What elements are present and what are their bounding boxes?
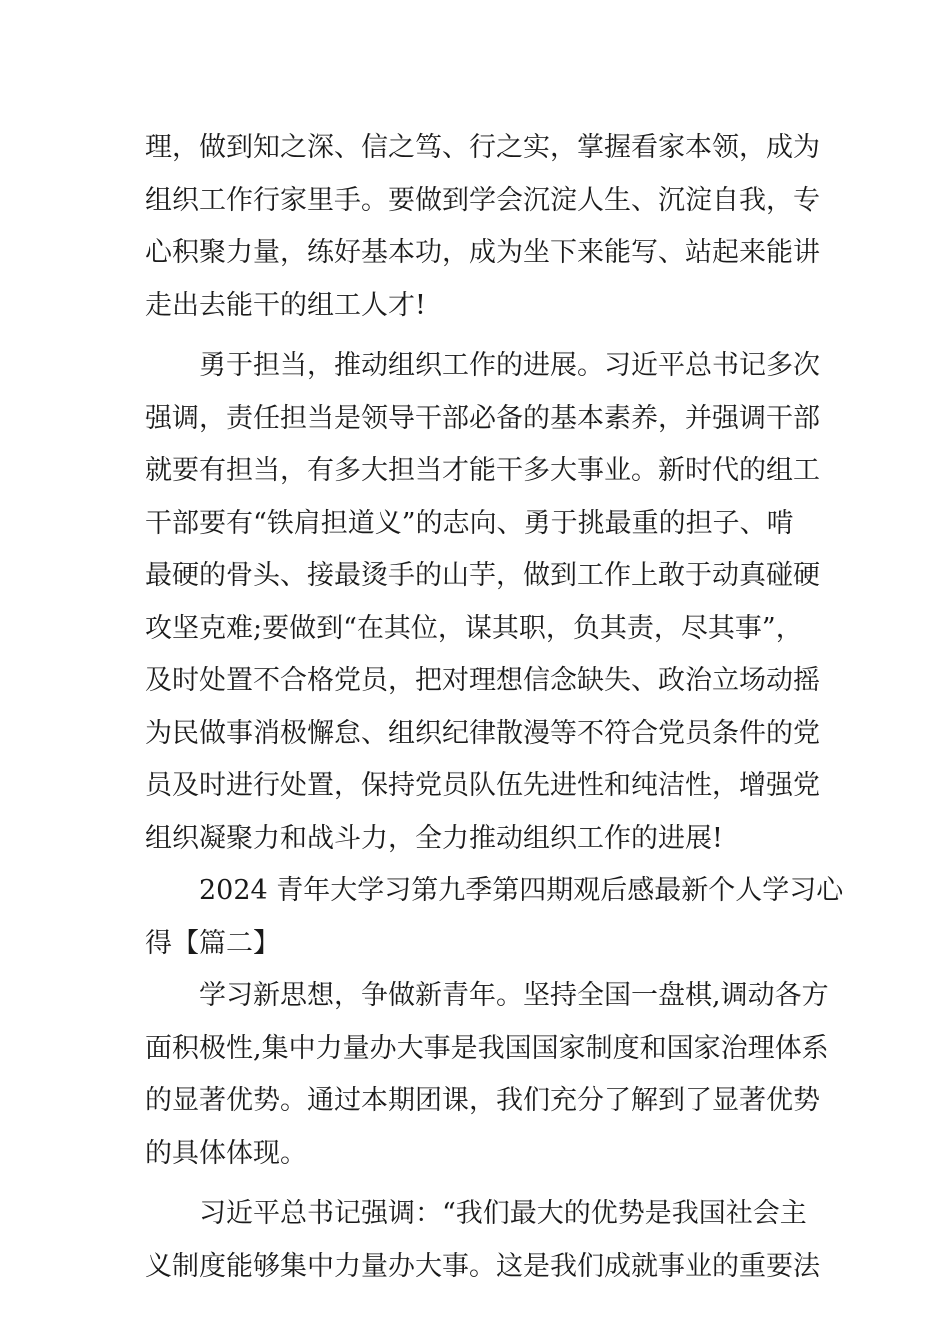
text-line: 组织凝聚力和战斗力，全力推动组织工作的进展!	[145, 822, 723, 854]
text-line: 干部要有“铁肩担道义”的志向、勇于挑最重的担子、啃	[145, 507, 794, 539]
text-line: 的具体体现。	[145, 1137, 307, 1169]
paragraph	[145, 340, 820, 865]
text-line: 心积聚力量，练好基本功，成为坐下来能写、站起来能讲	[145, 237, 820, 268]
text-line: 面积极性,集中力量办大事是我国国家制度和国家治理体系	[145, 1032, 829, 1064]
text-line: 攻坚克难;要做到“在其位，谋其职，负其责，尽其事”，	[145, 612, 803, 644]
paragraph	[145, 1188, 820, 1293]
text-line: 为民做事消极懈怠、组织纪律散漫等不符合党员条件的党	[145, 717, 820, 749]
paragraph	[145, 122, 820, 332]
paragraph-gap	[145, 332, 810, 340]
paragraph-gap	[145, 1180, 810, 1188]
text-line: 员及时进行处置，保持党员队伍先进性和纯洁性，增强党	[145, 770, 820, 801]
paragraph	[145, 970, 829, 1180]
text-line: 的显著优势。通过本期团课，我们充分了解到了显著优势	[145, 1085, 820, 1116]
text-line: 勇于担当，推动组织工作的进展。习近平总书记多次	[199, 350, 820, 381]
text-line: 理，做到知之深、信之笃、行之实，掌握看家本领，成为	[145, 132, 820, 163]
text-line: 就要有担当，有多大担当才能干多大事业。新时代的组工	[145, 455, 820, 486]
text-line: 2024 青年大学习第九季第四期观后感最新个人学习心	[199, 875, 844, 906]
text-line: 强调，责任担当是领导干部必备的基本素养，并强调干部	[145, 402, 820, 434]
text-line: 义制度能够集中力量办大事。这是我们成就事业的重要法	[145, 1250, 820, 1282]
text-line: 组织工作行家里手。要做到学会沉淀人生、沉淀自我，专	[145, 184, 820, 216]
text-line: 得【篇二】	[145, 927, 280, 959]
text-line: 走出去能干的组工人才!	[145, 289, 426, 321]
text-line: 习近平总书记强调：“我们最大的优势是我国社会主	[199, 1198, 807, 1229]
text-line: 及时处置不合格党员，把对理想信念缺失、政治立场动摇	[145, 665, 820, 696]
section-heading	[145, 865, 844, 970]
document-body	[145, 122, 844, 1293]
text-line: 学习新思想，争做新青年。坚持全国一盘棋,调动各方	[199, 980, 829, 1011]
text-line: 最硬的骨头、接最烫手的山芋，做到工作上敢于动真碰硬	[145, 560, 820, 591]
